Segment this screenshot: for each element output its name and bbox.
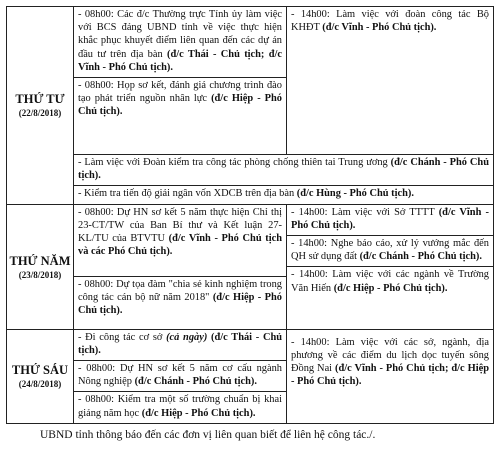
item-owner: (đ/c Hiệp - Phó Chủ tịch). — [78, 93, 283, 118]
day-date: (23/8/2018) — [18, 269, 62, 280]
full-day-cell — [74, 329, 287, 360]
item-owner: (đ/c Vĩnh - Phó Chủ tịch). — [291, 206, 489, 231]
schedule-item — [74, 205, 286, 277]
morning-cell — [74, 361, 287, 424]
day-cell-wednesday — [7, 7, 74, 205]
item-owner: (đ/c Chánh - Phó Chủ tịch). — [134, 376, 257, 388]
item-owner: (đ/c Hiệp - Phó Chủ tịch). — [141, 407, 256, 419]
item-owner: (đ/c Hiệp - Phó Chủ tịch). — [78, 291, 282, 317]
schedule-item — [287, 330, 493, 392]
schedule-item — [74, 7, 286, 78]
item-text: - 08h00: Dự tọa đàm "chia sẻ kinh nghiệm trong công tác cán bộ nữ năm 2018" — [78, 278, 282, 303]
afternoon-cell — [287, 329, 494, 423]
footer-note: UBND tỉnh thông báo đến các đơn vị liên quan biết để liên hệ công tác./. — [40, 429, 376, 441]
schedule-item — [74, 361, 286, 392]
day-name: THỨ NĂM — [9, 253, 71, 268]
item-owner: (đ/c Hùng - Phó Chủ tịch). — [296, 188, 414, 200]
item-text: - Đi công tác cơ sở — [78, 331, 167, 343]
day-cell-thursday — [7, 204, 74, 329]
day-name: THỨ SÁU — [11, 363, 69, 378]
schedule-item — [74, 277, 286, 321]
afternoon-cell — [287, 204, 494, 329]
item-owner: (đ/c Thái - Chủ tịch). — [78, 331, 282, 356]
schedule-item — [287, 7, 493, 37]
item-text: - 08h00: Kiểm tra một số trường chuẩn bị khai giảng năm học — [78, 394, 282, 419]
row-wednesday-sessions — [7, 7, 494, 155]
day-name: THỨ TƯ — [15, 92, 65, 107]
day-date: (24/8/2018) — [18, 379, 62, 390]
item-owner: (đ/c Chánh - Phó Chủ tịch). — [78, 157, 489, 182]
row-friday-fullday — [7, 329, 494, 360]
morning-cell — [74, 7, 287, 155]
schedule-item — [74, 78, 286, 122]
full-day-cell — [74, 155, 494, 205]
item-text: - 14h00: Làm việc với các ngành về Trường Văn Hiến — [291, 269, 489, 294]
schedule-item — [74, 186, 493, 203]
day-date: (22/8/2018) — [18, 108, 62, 119]
item-text: - 08h00: Dự HN sơ kết 5 năm thực hiện Chỉ thị 23-CT/TW của Ban Bí thư và Kết luận 27-KL/TU của BTVTU — [78, 206, 282, 245]
item-text: - Làm việc với Đoàn kiểm tra công tác phòng chống thiên tai Trung ương — [78, 157, 391, 168]
item-text: - 08h00: Họp sơ kết, đánh giá chương trình đào tạo phát triển nguồn nhân lực — [78, 80, 282, 105]
item-text: - 08h00: Các đ/c Thường trực Tỉnh ủy làm việc với BCS đảng UBND tỉnh về việc thực hiện khắc phục khuyết điểm liên quan đến các dự án đầu tư trên địa bàn — [78, 9, 282, 60]
schedule-item — [287, 205, 493, 236]
item-text: - 14h00: Làm việc với Sở TTTT — [291, 206, 439, 218]
schedule-item — [74, 330, 286, 360]
afternoon-cell — [287, 7, 494, 155]
item-note: (cả ngày) — [166, 331, 208, 343]
item-text: - 14h00: Nghe báo cáo, xử lý vướng mắc đến QH sử dụng đất — [291, 238, 489, 263]
row-thursday — [7, 204, 494, 329]
item-owner: (đ/c Vĩnh - Phó Chủ tịch). — [322, 22, 437, 34]
item-owner: (đ/c Chánh - Phó Chủ tịch). — [359, 251, 482, 263]
item-text: - 14h00: Làm việc với các sở, ngành, địa phương về các điểm du lịch dọc tuyến sông Đồng Nai — [291, 336, 489, 375]
schedule-item — [74, 392, 286, 422]
item-text: - 08h00: Dự HN sơ kết 5 năm cơ cấu ngành Nông nghiệp — [78, 363, 282, 388]
item-owner: (đ/c Vĩnh - Phó Chủ tịch và các Phó Chủ tịch). — [78, 233, 282, 258]
day-cell-friday — [7, 329, 74, 423]
schedule-item — [287, 236, 493, 267]
item-owner: (đ/c Vĩnh - Phó Chủ tịch; đ/c Hiệp - Phó Chủ tịch). — [291, 363, 489, 388]
item-owner: (đ/c Hiệp - Phó Chủ tịch). — [333, 282, 448, 294]
morning-cell — [74, 204, 287, 329]
item-text: - 14h00: Làm việc với đoàn công tác Bộ KHĐT — [291, 9, 489, 34]
row-wednesday-fullday — [7, 155, 494, 205]
schedule-table — [6, 6, 494, 424]
item-text: - Kiểm tra tiến độ giải ngân vốn XDCB trên địa bàn — [78, 188, 297, 200]
schedule-item — [287, 267, 493, 297]
item-owner: (đ/c Thái - Chủ tịch; đ/c Vĩnh - Phó Chủ tịch). — [78, 48, 282, 73]
schedule-item — [74, 155, 493, 186]
